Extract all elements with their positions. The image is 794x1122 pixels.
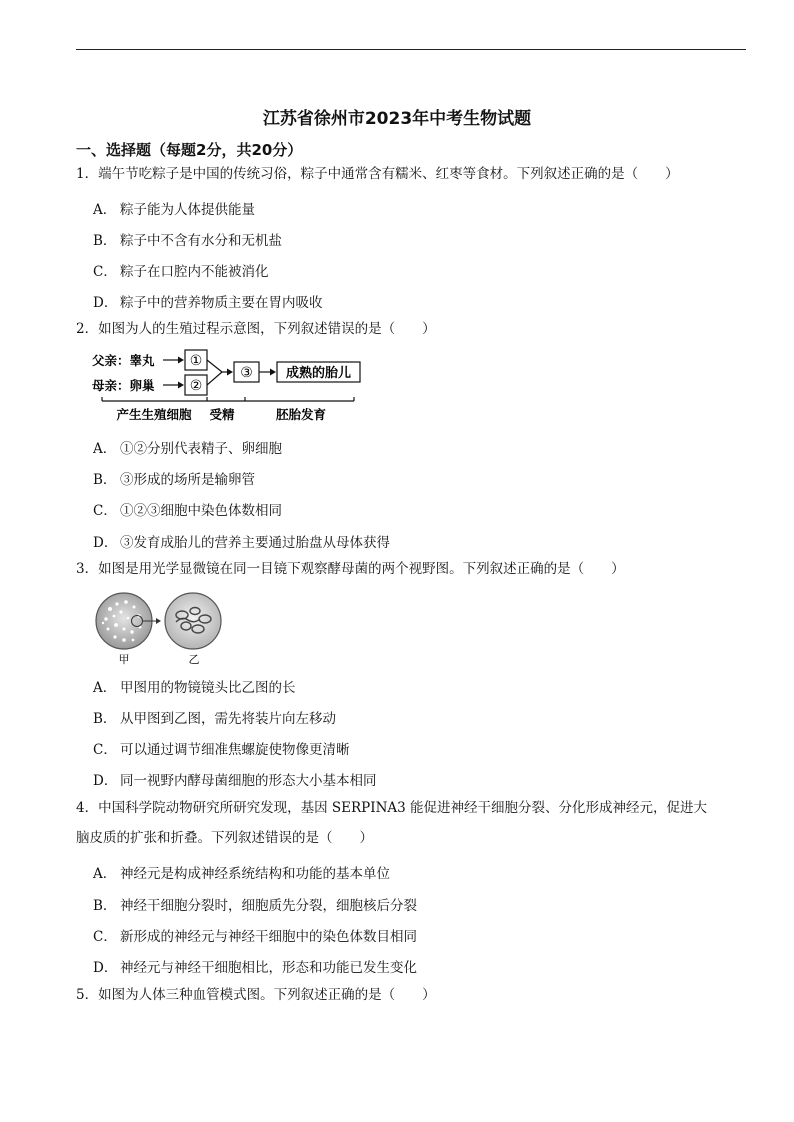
option-key: A．	[93, 441, 117, 457]
question-3-stem: 3．如图是用光学显微镜在同一目镜下观察酵母菌的两个视野图。下列叙述正确的是（ ）	[76, 561, 625, 577]
option-text: ③形成的场所是输卵管	[120, 472, 255, 488]
option-text: ①②分别代表精子、卵细胞	[120, 441, 282, 457]
zoom-arrow-head	[156, 618, 161, 624]
microscope-fields-figure	[94, 591, 228, 667]
question-3-option-b[interactable]	[93, 707, 336, 727]
option-text: 同一视野内酵母菌细胞的形态大小基本相同	[120, 773, 377, 789]
fetus-label: 成熟的胎儿	[285, 366, 352, 381]
box-3-label: ③	[240, 365, 253, 381]
option-text: 神经元是构成神经系统结构和功能的基本单位	[120, 866, 390, 882]
merge-line	[207, 372, 222, 385]
question-2-option-d[interactable]	[93, 531, 390, 551]
question-1-option-a[interactable]	[93, 198, 255, 218]
arrow-head	[270, 369, 276, 376]
option-text: 神经干细胞分裂时，细胞质先分裂，细胞核后分裂	[120, 898, 417, 914]
option-text: ①②③细胞中染色体数相同	[120, 503, 282, 519]
option-text: 新形成的神经元与神经干细胞中的染色体数目相同	[120, 929, 417, 945]
option-key: C．	[93, 264, 117, 280]
option-key: D．	[93, 960, 118, 976]
question-1-option-b[interactable]	[93, 229, 282, 249]
option-key: D．	[93, 773, 118, 789]
arrow-head	[227, 369, 233, 376]
option-key: B．	[93, 233, 117, 249]
question-2-option-c[interactable]	[93, 499, 282, 519]
option-key: A．	[93, 202, 117, 218]
question-3-option-d[interactable]	[93, 769, 377, 789]
question-1-option-d[interactable]	[93, 291, 323, 311]
option-key: D．	[93, 295, 118, 311]
question-1-stem: 1．端午节吃粽子是中国的传统习俗，粽子中通常含有糯米、红枣等食材。下列叙述正确的是（ ）	[76, 166, 679, 182]
mother-label: 母亲：卵巢	[92, 378, 155, 393]
question-1-option-c[interactable]	[93, 260, 269, 280]
field-a-label: 甲	[118, 653, 130, 666]
question-4-option-b[interactable]	[93, 894, 417, 914]
question-3-option-a[interactable]	[93, 676, 296, 696]
reproduction-diagram	[92, 348, 372, 426]
option-text: 甲图用的物镜镜头比乙图的长	[120, 680, 296, 696]
merge-line	[207, 360, 222, 372]
page-title: 江苏省徐州市2023年中考生物试题	[262, 109, 532, 129]
option-text: 粽子能为人体提供能量	[120, 202, 255, 218]
option-text: 粽子在口腔内不能被消化	[120, 264, 269, 280]
question-5-stem: 5．如图为人体三种血管模式图。下列叙述正确的是（ ）	[76, 987, 436, 1003]
arrow-head	[178, 357, 184, 364]
question-4-option-a[interactable]	[93, 862, 390, 882]
field-b-circle	[165, 593, 221, 649]
option-key: C．	[93, 929, 117, 945]
option-key: A．	[93, 866, 117, 882]
option-text: 粽子中不含有水分和无机盐	[120, 233, 282, 249]
arrow-head	[178, 382, 184, 389]
box-1-label: ①	[189, 353, 203, 369]
question-4-option-d[interactable]	[93, 956, 417, 976]
stage-3-label: 胚胎发育	[275, 407, 327, 422]
option-text: 粽子中的营养物质主要在胃内吸收	[120, 295, 323, 311]
option-key: B．	[93, 472, 117, 488]
question-4-option-c[interactable]	[93, 925, 417, 945]
father-label: 父亲：睾丸	[92, 353, 155, 368]
option-key: D．	[93, 535, 118, 551]
option-text: 从甲图到乙图，需先将装片向左移动	[120, 711, 336, 727]
header-rule	[76, 49, 746, 50]
stage-1-label: 产生生殖细胞	[116, 407, 192, 422]
option-key: C．	[93, 742, 117, 758]
option-key: B．	[93, 898, 117, 914]
question-3-option-c[interactable]	[93, 738, 350, 758]
option-key: B．	[93, 711, 117, 727]
option-text: 可以通过调节细准焦螺旋使物像更清晰	[120, 742, 350, 758]
option-text: 神经元与神经干细胞相比，形态和功能已发生变化	[120, 960, 417, 976]
question-2-option-b[interactable]	[93, 468, 255, 488]
box-2-label: ②	[189, 378, 203, 394]
section-heading: 一、选择题（每题2分，共20分）	[76, 141, 303, 159]
option-key: C．	[93, 503, 117, 519]
option-text: ③发育成胎儿的营养主要通过胎盘从母体获得	[120, 535, 390, 551]
question-2-option-a[interactable]	[93, 437, 282, 457]
field-b-label: 乙	[188, 653, 200, 666]
option-key: A．	[93, 680, 117, 696]
question-4-stem-line-1: 4．中国科学院动物研究所研究发现，基因 SERPINA3 能促进神经干细胞分裂、分化形成神经元，促进大	[76, 800, 708, 816]
question-2-stem: 2．如图为人的生殖过程示意图，下列叙述错误的是（ ）	[76, 321, 436, 337]
question-4-stem-line-2: 脑皮质的扩张和折叠。下列叙述错误的是（ ）	[76, 830, 373, 846]
stage-2-label: 受精	[209, 407, 235, 422]
